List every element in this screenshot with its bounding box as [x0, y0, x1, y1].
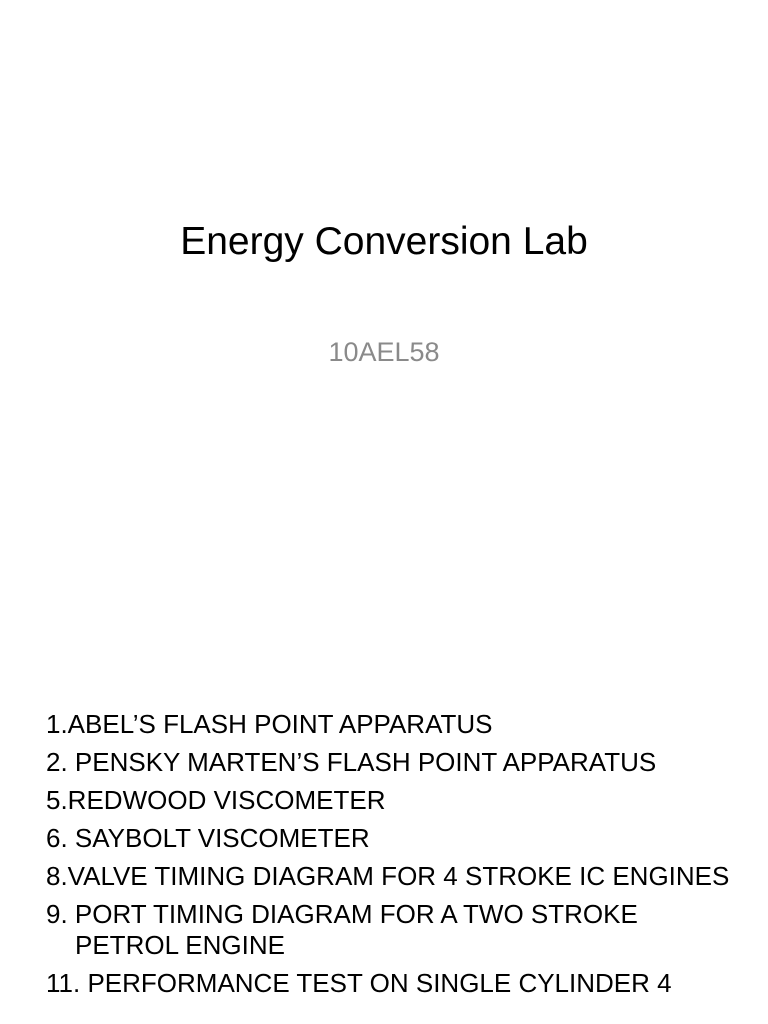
list-item: 1.ABEL’S FLASH POINT APPARATUS	[46, 709, 493, 739]
slide-subtitle: 10AEL58	[328, 337, 440, 367]
list-item: 5.REDWOOD VISCOMETER	[46, 785, 386, 815]
list-item: 2. PENSKY MARTEN’S FLASH POINT APPARATUS	[46, 747, 657, 777]
list-item: 6. SAYBOLT VISCOMETER	[46, 823, 370, 853]
list-item: 9. PORT TIMING DIAGRAM FOR A TWO STROKE PETROL ENGINE	[46, 899, 638, 960]
list-item: 8.VALVE TIMING DIAGRAM FOR 4 STROKE IC ENGINES	[46, 861, 730, 891]
list-item: 11. PERFORMANCE TEST ON SINGLE CYLINDER 4	[46, 968, 672, 998]
experiment-list	[46, 709, 746, 1006]
slide-title: Energy Conversion Lab	[180, 220, 588, 263]
